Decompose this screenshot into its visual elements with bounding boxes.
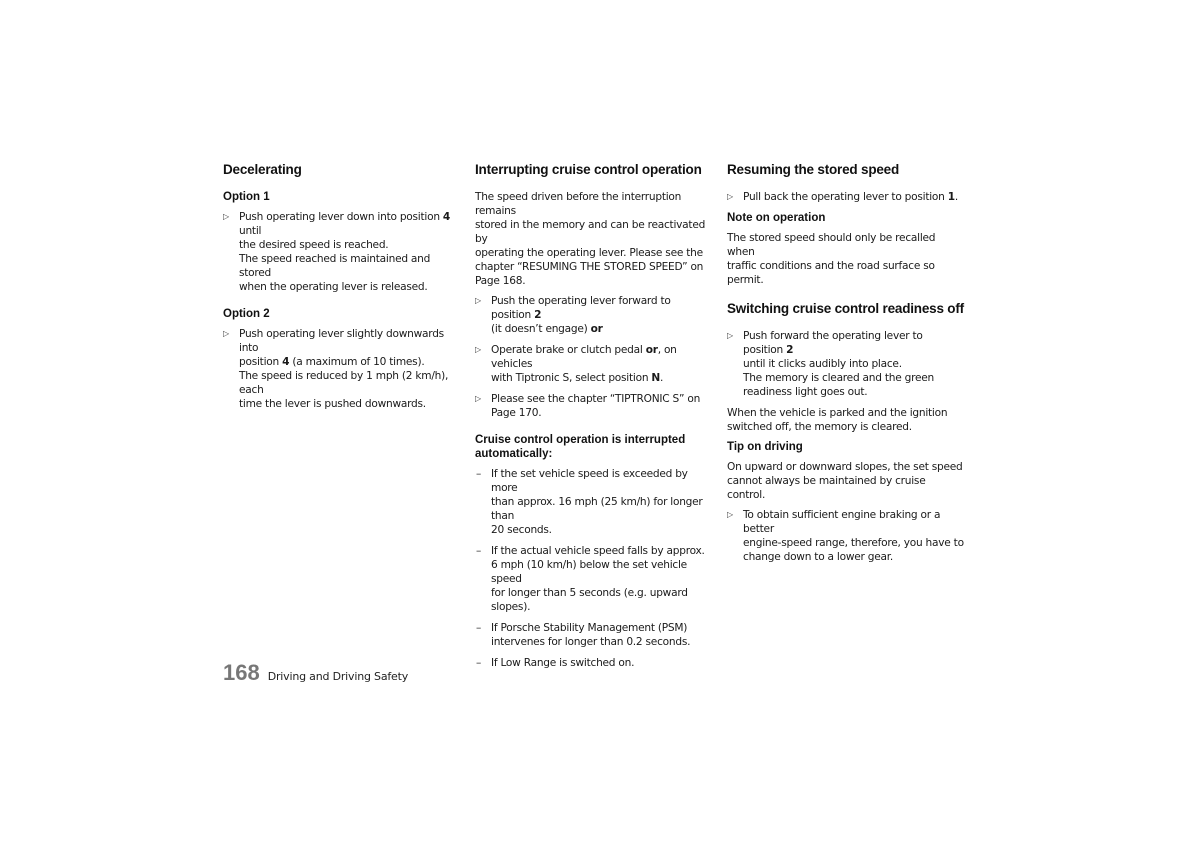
page-footer	[223, 660, 408, 686]
bullet-triangle-icon: ▷	[223, 329, 229, 338]
dash-list-item: – If the actual vehicle speed falls by approx. 6 mph (10 km/h) below the set vehicle speed for longer than 5 seconds (e.g. upward slopes).	[476, 545, 705, 613]
list-item: ▷ Push forward the operating lever to position 2 until it clicks audibly into place. The memory is cleared and the green readiness light goes out.	[727, 330, 934, 398]
dash-icon: –	[476, 622, 482, 634]
column-decelerating	[223, 160, 461, 418]
dash-icon: –	[476, 468, 482, 480]
tip-text: On upward or downward slopes, the set speed cannot always be maintained by cruise control.	[727, 461, 963, 501]
parked-text: When the vehicle is parked and the ignition switched off, the memory is cleared.	[727, 407, 948, 433]
list-item: ▷ Push operating lever down into position 4 until the desired speed is reached. The speed reached is maintained and stored when the operating lever is released.	[223, 211, 451, 293]
heading-interrupting: Interrupting cruise control operation	[475, 162, 702, 177]
tip-title: Tip on driving	[727, 441, 803, 453]
list-item: ▷ Pull back the operating lever to position 1.	[727, 191, 958, 203]
bullet-triangle-icon: ▷	[727, 331, 733, 340]
option-2-title: Option 2	[223, 308, 270, 320]
column-interrupting	[475, 160, 713, 677]
bullet-triangle-icon: ▷	[223, 212, 229, 221]
list-item: ▷ Push operating lever slightly downwards into position 4 (a maximum of 10 times). The speed is reduced by 1 mph (2 km/h), each time the lever is pushed downwards.	[223, 328, 449, 410]
subheading-interrupted-automatically: Cruise control operation is interrupted automatically:	[475, 434, 686, 460]
note-text: The stored speed should only be recalled when traffic conditions and the road surface so permit.	[727, 232, 936, 286]
list-item: ▷ Operate brake or clutch pedal or, on vehicles with Tiptronic S, select position N.	[475, 344, 677, 384]
dash-icon: –	[476, 657, 482, 669]
dash-icon: –	[476, 545, 482, 557]
dash-list-item: – If Porsche Stability Management (PSM) intervenes for longer than 0.2 seconds.	[476, 622, 691, 648]
heading-resuming: Resuming the stored speed	[727, 162, 900, 177]
list-item: ▷ Please see the chapter “TIPTRONIC S” on Page 170.	[475, 393, 701, 419]
option-1-title: Option 1	[223, 191, 270, 203]
page-number: 168	[223, 660, 260, 685]
section-name: Driving and Driving Safety	[267, 670, 409, 683]
heading-decelerating: Decelerating	[223, 162, 302, 177]
list-item: ▷ Push the operating lever forward to position 2 (it doesn’t engage) or	[475, 295, 671, 335]
note-title: Note on operation	[727, 212, 826, 224]
heading-switching-off: Switching cruise control readiness off	[727, 301, 964, 316]
bullet-triangle-icon: ▷	[727, 192, 733, 201]
bullet-triangle-icon: ▷	[727, 510, 733, 519]
bullet-triangle-icon: ▷	[475, 296, 481, 305]
bullet-triangle-icon: ▷	[475, 394, 481, 403]
bullet-triangle-icon: ▷	[475, 345, 481, 354]
column-resuming	[727, 160, 965, 571]
intro-paragraph: The speed driven before the interruption remains stored in the memory and can be reactivated by operating the operating lever. Please see the chapter “RESUMING THE STORED SPEED” on Page 168.	[475, 191, 706, 287]
list-item: ▷ To obtain sufficient engine braking or a better engine-speed range, therefore, you have to change down to a lower gear.	[727, 509, 964, 563]
dash-list-item: – If the set vehicle speed is exceeded by more than approx. 16 mph (25 km/h) for longer than 20 seconds.	[476, 468, 703, 536]
dash-list-item: – If Low Range is switched on.	[476, 657, 635, 669]
